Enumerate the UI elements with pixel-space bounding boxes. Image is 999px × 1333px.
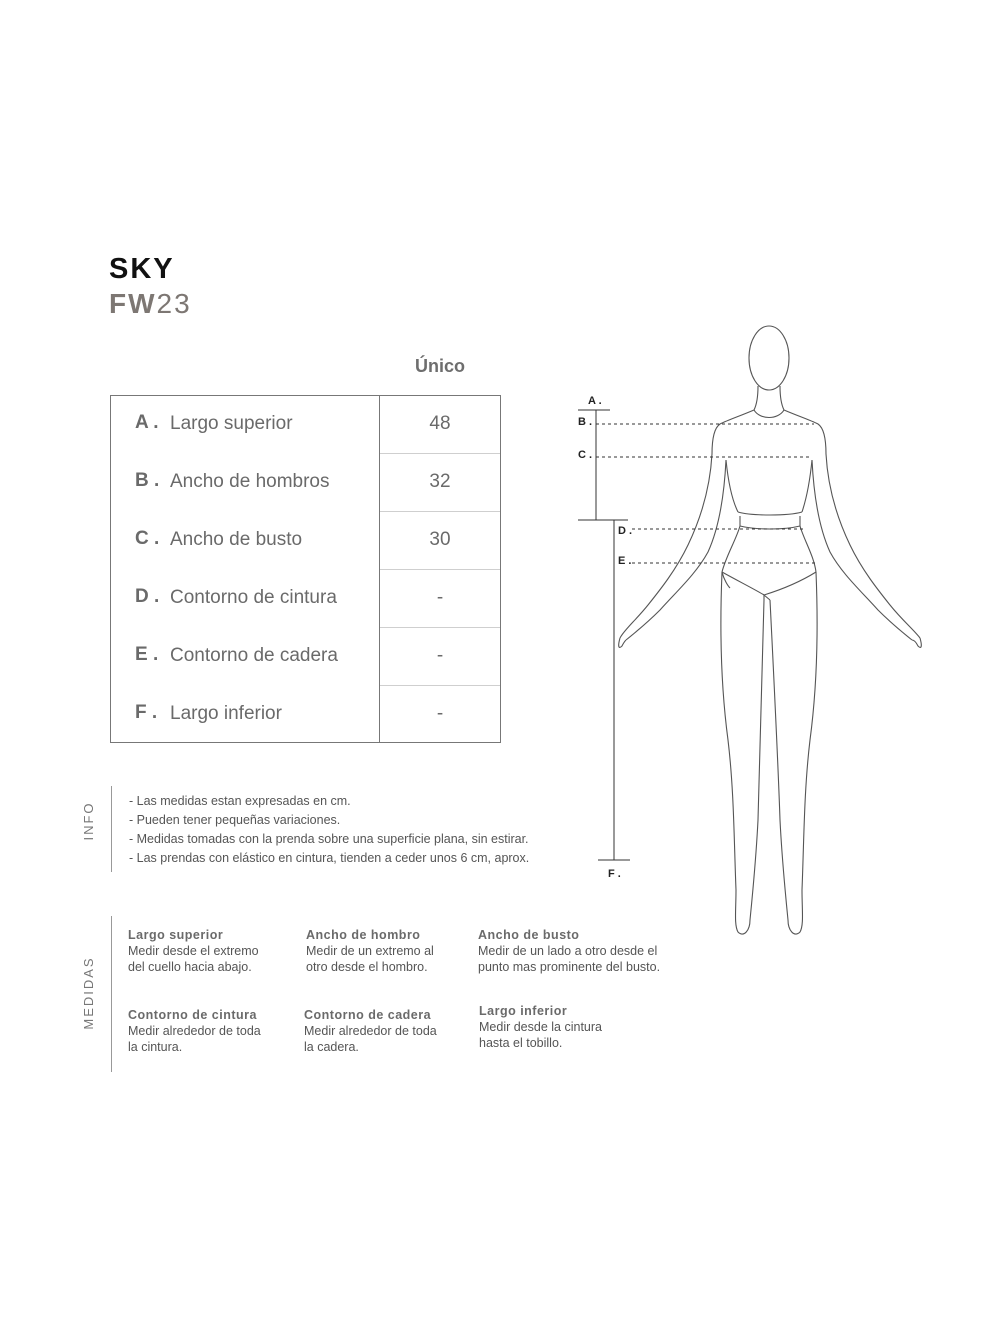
row-label: Contorno de cadera (170, 645, 338, 666)
row-label: Ancho de hombros (170, 471, 330, 492)
size-column-header: Único (414, 356, 465, 376)
row-value: 32 (429, 471, 451, 492)
row-letter: D . (135, 586, 160, 607)
row-label: Largo superior (170, 413, 293, 434)
measure-guide-title: Largo superior (128, 928, 224, 942)
info-section-label: INFO (81, 801, 96, 841)
measure-guide-desc: Medir alrededor de toda la cadera. (304, 1024, 437, 1054)
table-row (111, 628, 500, 686)
list-item: - Medidas tomadas con la prenda sobre una superficie plana, sin estirar. (129, 832, 529, 846)
measure-guide-desc: Medir alrededor de toda la cintura. (128, 1024, 261, 1054)
marker-b: B . (578, 416, 593, 428)
mannequin-figure (560, 320, 940, 950)
row-letter: A . (135, 412, 159, 433)
mannequin-outline (619, 326, 922, 934)
marker-e: E . (618, 555, 632, 567)
season-code (109, 287, 192, 321)
measure-guide-desc: Medir desde el extremo del cuello hacia abajo. (128, 944, 259, 974)
marker-a: A . (588, 395, 602, 407)
measure-guide-title: Contorno de cintura (128, 1008, 257, 1022)
info-list (129, 792, 529, 868)
table-row (111, 686, 500, 744)
season-code-rest: 23 (156, 288, 192, 319)
product-title: SKY (109, 253, 175, 285)
row-label: Largo inferior (170, 703, 282, 724)
table-row (111, 570, 500, 628)
table-row (111, 396, 500, 454)
measure-guide-item (479, 1003, 602, 1051)
row-label: Contorno de cintura (170, 587, 337, 608)
row-letter: E . (135, 644, 159, 665)
measure-guide-desc: Medir de un extremo al otro desde el hombro. (306, 944, 434, 974)
season-code-bold: FW (109, 288, 157, 319)
measure-guide-item (128, 927, 259, 975)
head-shape (749, 326, 789, 390)
medidas-divider (111, 916, 112, 1072)
row-letter: B . (135, 470, 160, 491)
measure-guide-title: Ancho de busto (478, 928, 580, 942)
row-value: - (436, 587, 444, 608)
measure-guide-desc: Medir desde la cintura hasta el tobillo. (479, 1020, 602, 1050)
row-value: - (436, 703, 444, 724)
row-value: 48 (429, 413, 451, 434)
measure-guide-item (304, 1007, 437, 1055)
row-value: 30 (429, 529, 451, 550)
marker-f: F . (608, 868, 621, 880)
list-item: - Las prendas con elástico en cintura, tienden a ceder unos 6 cm, aprox. (129, 851, 530, 865)
measure-guide-title: Largo inferior (479, 1004, 568, 1018)
measure-guide-item (128, 1007, 261, 1055)
table-row (111, 512, 500, 570)
list-item: - Las medidas estan expresadas en cm. (129, 794, 351, 808)
row-value: - (436, 645, 444, 666)
measure-guide-desc: Medir de un lado a otro desde el punto mas prominente del busto. (478, 944, 661, 974)
size-table (110, 395, 501, 743)
row-letter: F . (135, 702, 158, 723)
list-item: - Pueden tener pequeñas variaciones. (129, 813, 341, 827)
marker-c: C . (578, 449, 593, 461)
info-divider (111, 786, 112, 872)
table-row (111, 454, 500, 512)
row-letter: C . (135, 528, 160, 549)
measurement-markers (578, 395, 632, 880)
marker-d: D . (618, 525, 633, 537)
measure-guide-title: Ancho de hombro (306, 928, 421, 942)
row-label: Ancho de busto (170, 529, 303, 550)
measure-guide-title: Contorno de cadera (304, 1008, 432, 1022)
medidas-section-label: MEDIDAS (81, 956, 96, 1030)
measure-guide-item (306, 927, 434, 975)
